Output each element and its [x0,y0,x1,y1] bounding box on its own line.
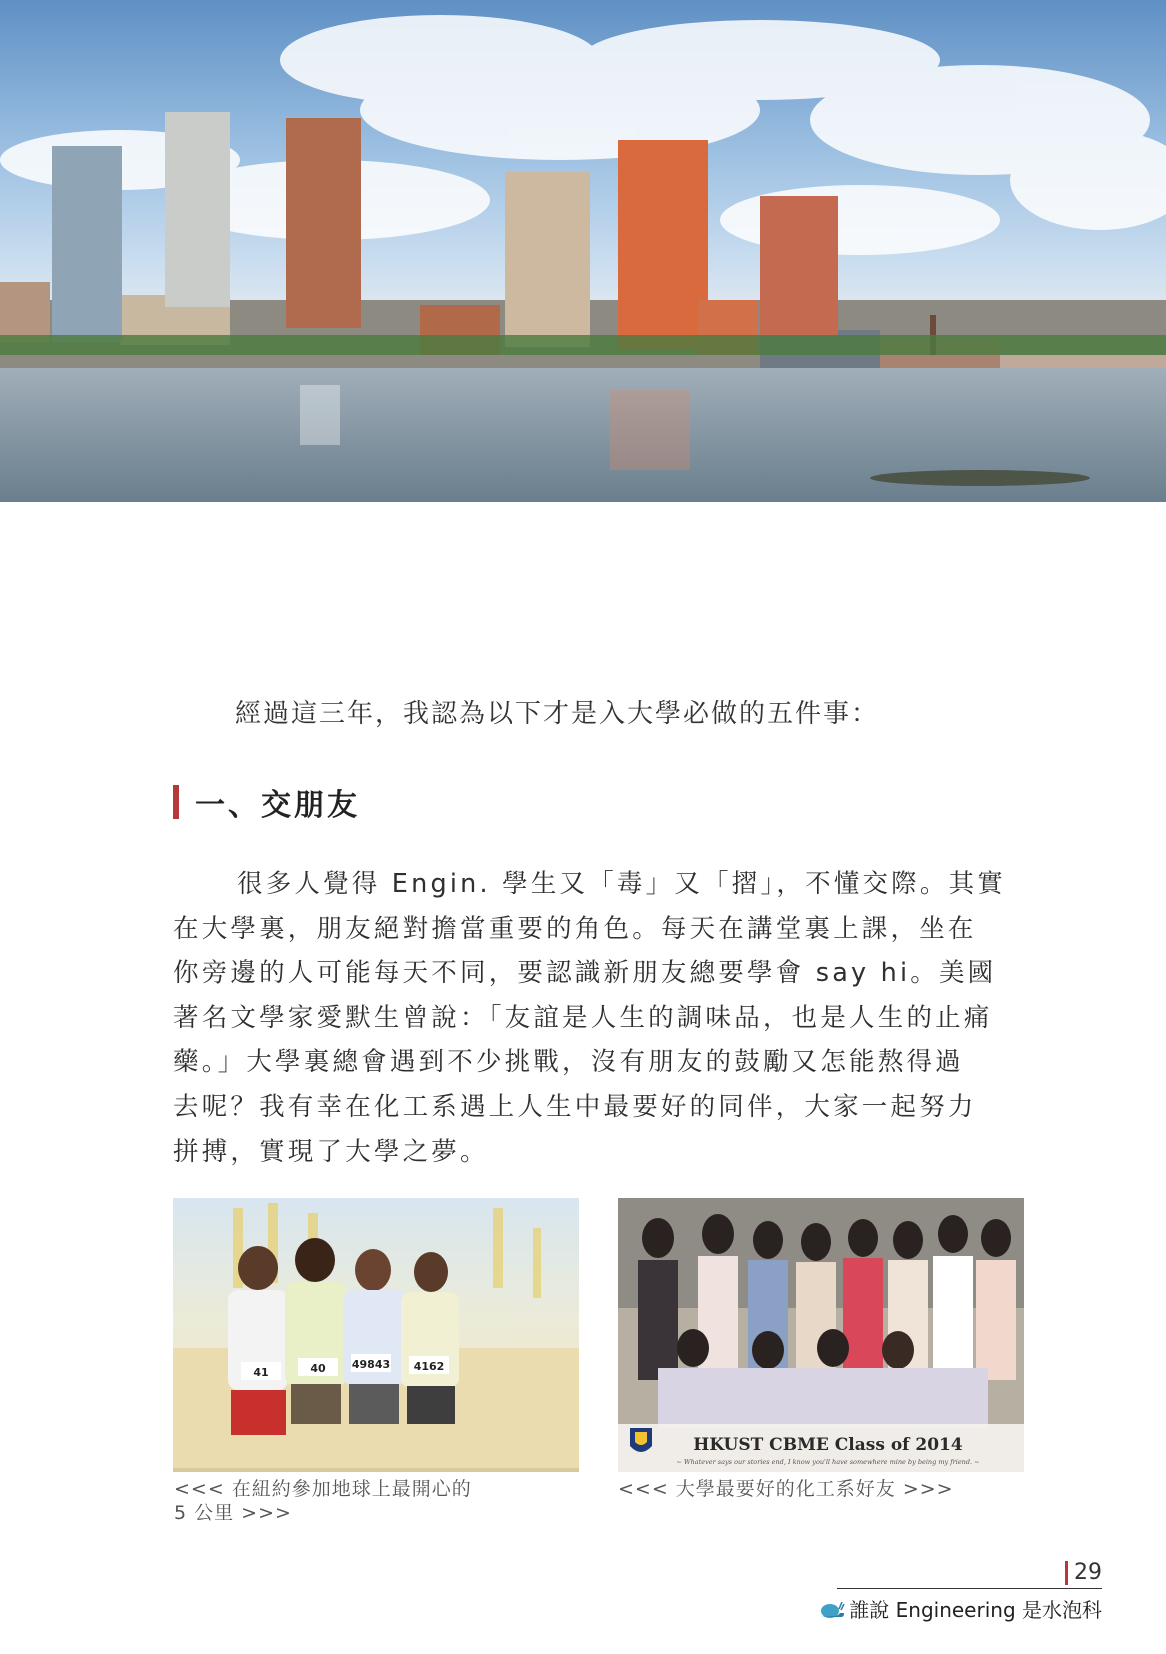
page-number: 29 [1074,1560,1102,1585]
folio-accent [1065,1561,1068,1585]
race-bib-number: 41 [253,1366,269,1379]
banner-title: HKUST CBME Class of 2014 [693,1435,963,1455]
hero-skyline-photo [0,0,1166,502]
paragraph-line: 藥。」大學裏總會遇到不少挑戰，沒有朋友的鼓勵又怎能熬得過 [173,1047,964,1078]
snail-icon [819,1599,845,1619]
caption-left [174,1477,554,1525]
section-accent-bar [173,785,179,819]
university-crest-icon [630,1428,652,1452]
paragraph-line: 在大學裏，朋友絕對擔當重要的角色。每天在講堂裏上課，坐在 [173,913,977,944]
paragraph-line: 你旁邊的人可能每天不同，要認識新朋友總要學會 say hi。美國 [173,958,997,989]
paragraph-line: 很多人覺得 Engin. 學生又「毒」又「摺」，不懂交際。其實 [237,869,1006,899]
caption-right: <<< 大學最要好的化工系好友 >>> [618,1478,954,1500]
body-paragraph [173,862,1023,1174]
footer-rule [837,1588,1102,1589]
race-bib-number: 4162 [413,1360,445,1373]
folio [1065,1560,1102,1585]
footer [819,1594,1102,1623]
section-title: 一、交朋友 [195,788,360,823]
intro-text: 經過這三年，我認為以下才是入大學必做的五件事： [235,699,880,729]
banner-subtitle: ~ Whatever says our stories end, I know you'll have somewhere mine by being my friend. ~ [676,1458,980,1466]
race-bib-number: 40 [310,1362,326,1375]
color-run-photo [173,1198,579,1472]
class-group-photo [618,1198,1024,1472]
caption-left-line2: 5 公里 >>> [174,1502,292,1524]
paragraph-line: 拼搏，實現了大學之夢。 [173,1136,489,1167]
paragraph-line: 去呢？我有幸在化工系遇上人生中最要好的同伴，大家一起努力 [173,1091,977,1122]
skyline-illustration [0,0,1166,502]
footer-title: 誰說 Engineering 是水泡科 [849,1598,1102,1622]
race-bib-number: 49843 [351,1358,391,1371]
paragraph-line: 著名文學家愛默生曾說：「友誼是人生的調味品，也是人生的止痛 [173,1002,993,1033]
section-heading [173,782,360,822]
caption-left-line1: <<< 在紐約參加地球上最開心的 [174,1478,472,1500]
